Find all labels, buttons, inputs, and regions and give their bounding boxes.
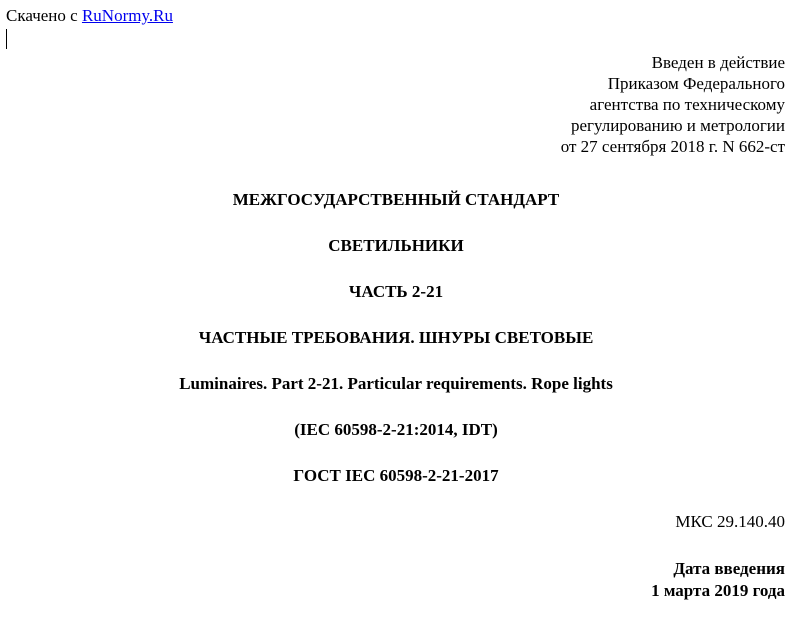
iec-reference: (IEC 60598-2-21:2014, IDT)	[294, 420, 498, 439]
document-title-english: Luminaires. Part 2-21. Particular requirements. Rope lights	[179, 374, 613, 393]
text-cursor	[6, 29, 7, 49]
enactment-line: агентства по техническому	[589, 95, 785, 114]
enactment-line: от 27 сентября 2018 г. N 662-ст	[560, 137, 785, 156]
enactment-line: Введен в действие	[651, 53, 785, 72]
source-link[interactable]: RuNormy.Ru	[81, 6, 173, 25]
standard-designation: ГОСТ IEC 60598-2-21-2017	[293, 466, 499, 485]
source-prefix: Скачено с	[6, 6, 82, 25]
document-type: МЕЖГОСУДАРСТВЕННЫЙ СТАНДАРТ	[232, 190, 560, 209]
document-title: СВЕТИЛЬНИКИ	[328, 236, 464, 255]
effective-date-label: Дата введения	[673, 559, 785, 578]
document-part: ЧАСТЬ 2-21	[348, 282, 444, 301]
enactment-line: регулированию и метрологии	[570, 116, 785, 135]
source-line	[6, 6, 173, 26]
enactment-block	[561, 52, 785, 157]
mks-code: МКС 29.140.40	[675, 512, 785, 531]
effective-date: 1 марта 2019 года	[651, 581, 785, 600]
document-subtitle: ЧАСТНЫЕ ТРЕБОВАНИЯ. ШНУРЫ СВЕТОВЫЕ	[198, 328, 594, 347]
enactment-line: Приказом Федерального	[607, 74, 785, 93]
